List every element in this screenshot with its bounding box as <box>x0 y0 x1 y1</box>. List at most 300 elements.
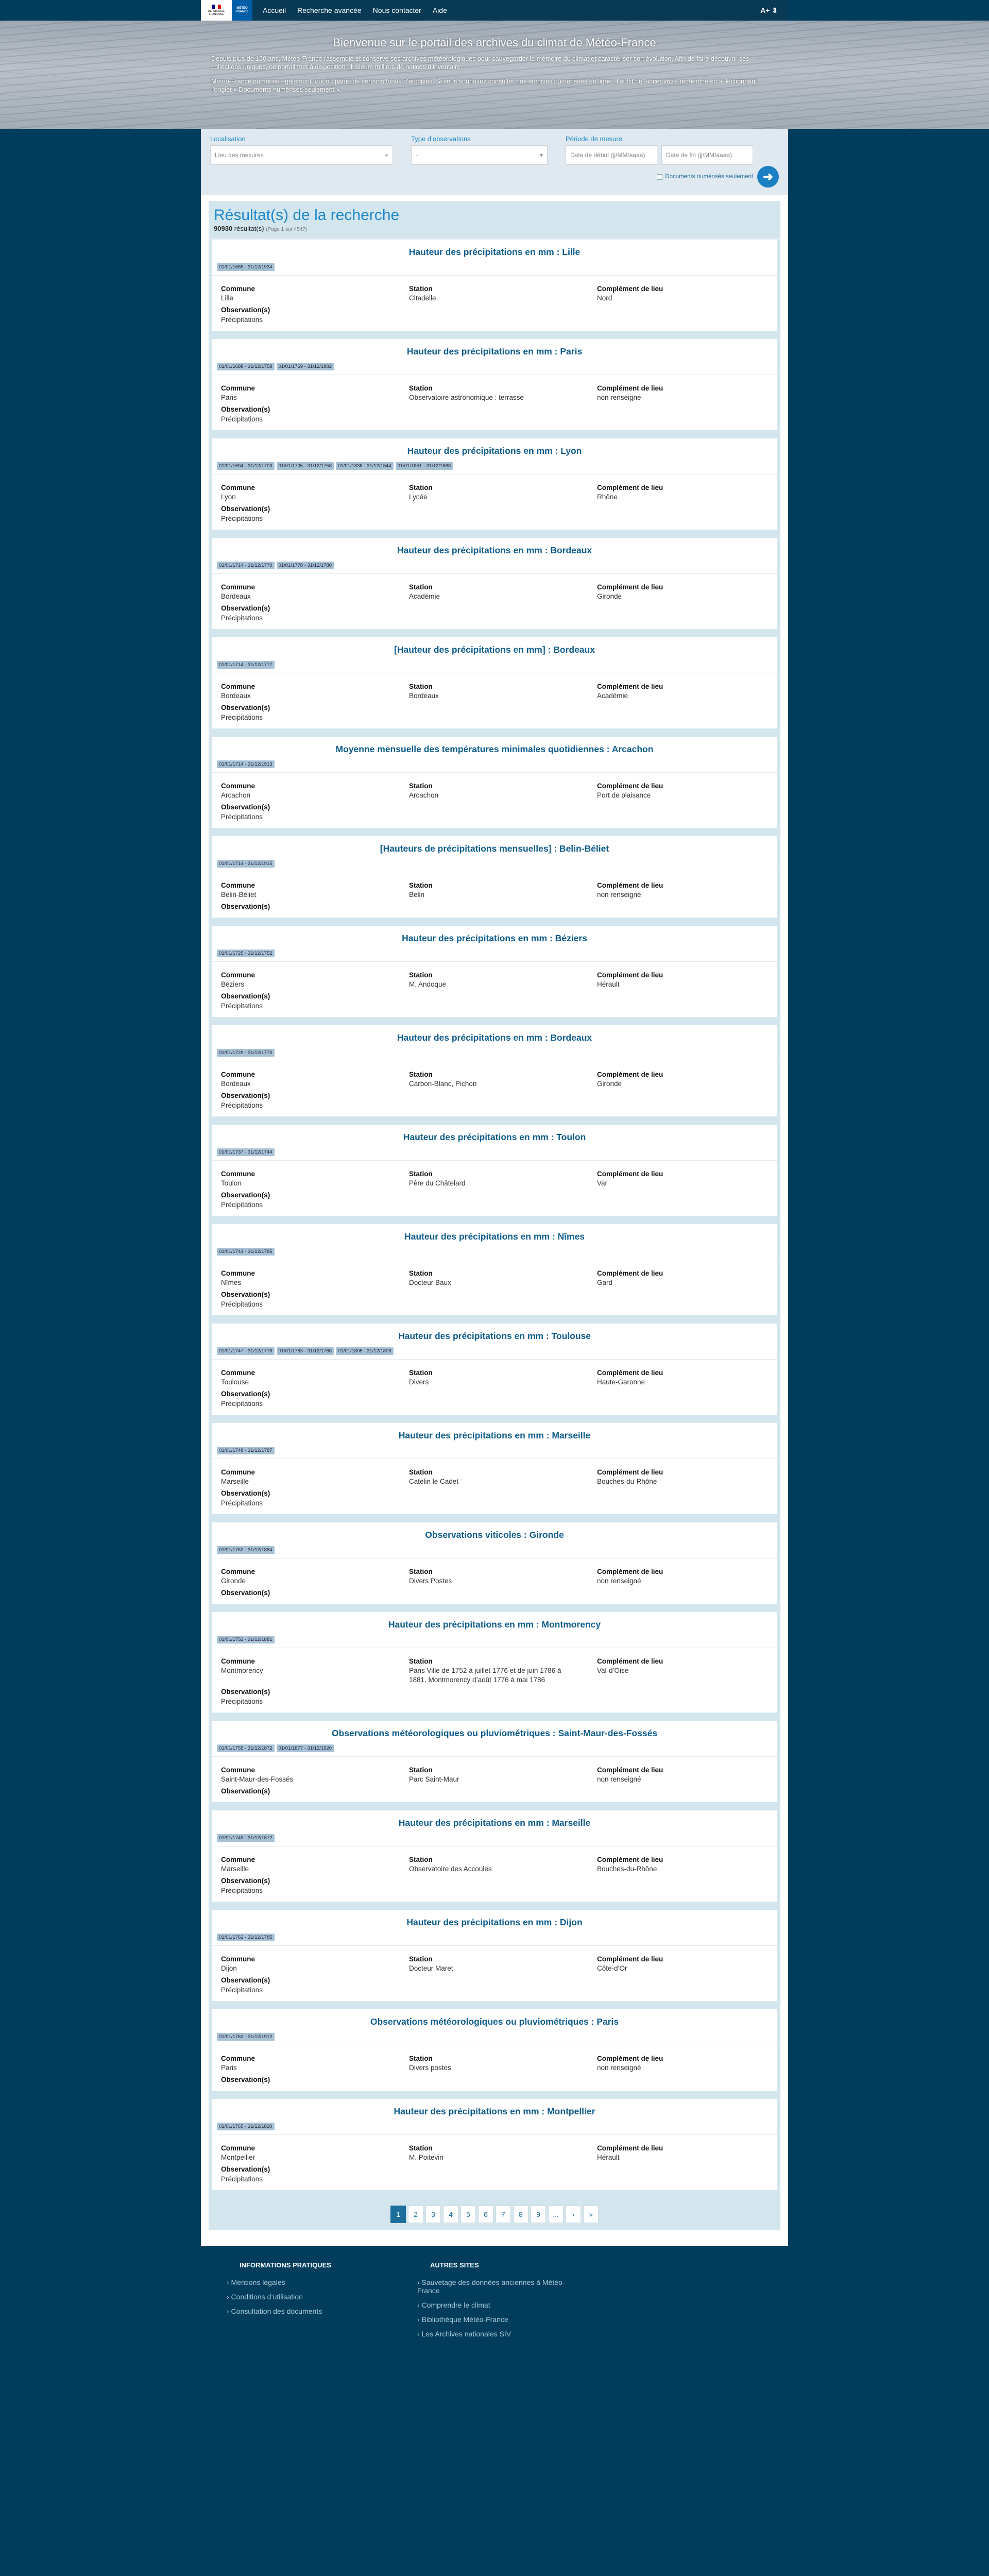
result-card <box>209 1324 780 1423</box>
complement-label: Complément de lieu <box>597 1856 663 1863</box>
footer-link-archives[interactable]: › Les Archives nationales SIV <box>417 2330 511 2338</box>
complement-label: Complément de lieu <box>597 2144 663 2152</box>
footer-link-mentions[interactable]: › Mentions légales <box>227 2278 285 2286</box>
period-badge: 01/01/1729 - 31/12/1770 <box>217 1049 275 1057</box>
observations-value: Précipitations <box>221 813 263 821</box>
commune-label: Commune <box>221 1468 255 1476</box>
period-badge: 01/01/1744 - 31/12/1785 <box>217 1248 275 1256</box>
footer-col-sites-title: AUTRES SITES <box>430 2261 479 2269</box>
result-title-link[interactable]: [Hauteur des précipitations en mm] : Bordeaux <box>394 645 595 655</box>
commune-value: Toulouse <box>221 1378 249 1386</box>
period-badge: 01/01/1805 - 31/12/1809 <box>336 1347 394 1355</box>
observations-label: Observation(s) <box>221 992 270 1000</box>
results-count-number: 90930 <box>214 225 233 232</box>
station-value: Paris Ville de 1752 à juillet 1776 et de juin 1786 à 1881, Montmorency d’août 1776 à mai 1786 <box>409 1667 561 1684</box>
period-list <box>212 1634 777 1648</box>
result-title-link[interactable]: Observations météorologiques ou pluviométriques : Saint-Maur-des-Fossés <box>331 1728 658 1738</box>
observation-type-field <box>411 135 548 165</box>
station-label: Station <box>409 882 433 889</box>
commune-value: Paris <box>221 2064 237 2072</box>
station-label: Station <box>409 285 433 293</box>
period-badge: 01/01/1665 - 31/12/1934 <box>217 263 275 271</box>
period-badge: 01/01/1762 - 31/12/1912 <box>217 2033 275 2041</box>
pagination-page-1[interactable]: 1 <box>390 2206 406 2223</box>
observations-label: Observation(s) <box>221 1291 270 1298</box>
footer-link-bibliotheque[interactable]: › Bibliothèque Météo-France <box>417 2315 508 2324</box>
period-badge: 01/01/1769 - 31/12/1882 <box>277 363 334 370</box>
chevron-down-icon: ▾ <box>539 151 543 159</box>
observations <box>212 306 777 324</box>
meteo-france-logo[interactable] <box>232 0 252 21</box>
result-title-link[interactable]: Hauteur des précipitations en mm : Dijon <box>406 1917 583 1927</box>
period-list <box>212 461 777 474</box>
observations <box>212 1191 777 1209</box>
location-field <box>210 135 393 165</box>
commune-label: Commune <box>221 2055 255 2062</box>
period-badge: 01/01/1714 - 31/12/1770 <box>217 562 275 569</box>
commune-label: Commune <box>221 1856 255 1863</box>
station-label: Station <box>409 1468 433 1476</box>
complement-value: Bouches-du-Rhône <box>597 1478 657 1485</box>
result-card <box>209 1025 780 1125</box>
station-value: Divers <box>409 1378 429 1386</box>
station-label: Station <box>409 1170 433 1178</box>
observations-label: Observation(s) <box>221 803 270 811</box>
observations-label: Observation(s) <box>221 2165 270 2173</box>
date-start-placeholder: Date de début (jj/MM/aaaa) <box>570 151 645 159</box>
result-details <box>212 474 777 502</box>
complement-label: Complément de lieu <box>597 384 663 392</box>
station-label: Station <box>409 583 433 591</box>
location-placeholder: Lieu des mesures <box>215 151 264 159</box>
station-label: Station <box>409 1568 433 1575</box>
station-value: M. Poitevin <box>409 2154 444 2161</box>
commune-label: Commune <box>221 971 255 979</box>
period-badge: 01/01/1714 - 31/12/1777 <box>217 661 275 669</box>
station-label: Station <box>409 2144 433 2152</box>
results-list <box>209 240 780 2198</box>
observations <box>212 2165 777 2183</box>
commune-label: Commune <box>221 1955 255 1963</box>
nav-nous-contacter[interactable]: Nous contacter <box>372 6 421 14</box>
complement-value: Port de plaisance <box>597 791 651 799</box>
period-badge: 01/01/1748 - 31/12/1787 <box>217 1447 275 1454</box>
period-list <box>212 948 777 962</box>
station-label: Station <box>409 1269 433 1277</box>
observations-value: Précipitations <box>221 1499 263 1507</box>
station-label: Station <box>409 1955 433 1963</box>
rf-logo-line-1: RÉPUBLIQUE <box>208 10 225 13</box>
result-details <box>212 1648 777 1685</box>
period-list <box>212 759 777 773</box>
result-details <box>212 1846 777 1874</box>
observations <box>212 405 777 423</box>
period-list <box>212 262 777 276</box>
period-badge: 01/01/1725 - 31/12/1752 <box>217 950 275 957</box>
period-field <box>566 135 757 165</box>
result-details <box>212 1946 777 1973</box>
result-details <box>212 2135 777 2162</box>
station-label: Station <box>409 971 433 979</box>
result-card <box>209 737 780 836</box>
observations-label: Observation(s) <box>221 1191 270 1199</box>
commune-value: Béziers <box>221 980 245 988</box>
complement-label: Complément de lieu <box>597 1657 663 1665</box>
observations <box>212 505 777 522</box>
period-badge: 01/01/1838 - 31/12/1844 <box>336 462 394 470</box>
observations-label: Observation(s) <box>221 505 270 513</box>
observations <box>212 2076 777 2083</box>
hero-banner <box>0 21 989 129</box>
period-badge: 01/01/1714 - 31/12/1913 <box>217 760 275 768</box>
result-title-link[interactable]: Hauteur des précipitations en mm : Marseille <box>398 1430 591 1440</box>
result-card <box>209 926 780 1025</box>
result-card <box>209 1522 780 1612</box>
complement-label: Complément de lieu <box>597 1071 663 1078</box>
result-details <box>212 1161 777 1188</box>
complement-value: non renseigné <box>597 2064 641 2072</box>
observations <box>212 1976 777 1994</box>
complement-value: Haute-Garonne <box>597 1378 645 1386</box>
result-card <box>209 1423 780 1522</box>
results-section <box>201 195 788 2198</box>
station-value: Bordeaux <box>409 692 439 700</box>
period-badge: 01/01/1752 - 31/12/1881 <box>217 1636 275 1643</box>
period-list <box>212 858 777 872</box>
commune-value: Arcachon <box>221 791 251 799</box>
station-value: Lycée <box>409 493 428 501</box>
observation-type-select[interactable] <box>411 145 548 165</box>
french-flag-icon <box>212 5 221 9</box>
result-card <box>209 1224 780 1324</box>
complement-value: Gard <box>597 1279 613 1286</box>
republique-francaise-logo[interactable] <box>201 0 232 21</box>
station-value: Belin <box>409 891 425 899</box>
commune-value: Bordeaux <box>221 592 251 600</box>
commune-label: Commune <box>221 1170 255 1178</box>
commune-label: Commune <box>221 1568 255 1575</box>
results-count-suffix: résultat(s) <box>234 225 264 232</box>
complement-label: Complément de lieu <box>597 1766 663 1774</box>
period-list <box>212 1932 777 1946</box>
observations-value: Précipitations <box>221 515 263 522</box>
commune-label: Commune <box>221 1766 255 1774</box>
commune-label: Commune <box>221 1269 255 1277</box>
observations-value: Précipitations <box>221 1101 263 1109</box>
observations-label: Observation(s) <box>221 1688 270 1696</box>
commune-value: Montmorency <box>221 1667 263 1674</box>
period-list <box>212 1047 777 1061</box>
observations-value: Précipitations <box>221 1698 263 1705</box>
complement-label: Complément de lieu <box>597 285 663 293</box>
result-details <box>212 574 777 601</box>
commune-label: Commune <box>221 2144 255 2152</box>
result-details <box>212 276 777 303</box>
observation-type-label: Type d’observations <box>411 135 471 143</box>
observations <box>212 1688 777 1705</box>
checkbox-box[interactable] <box>657 174 662 180</box>
station-label: Station <box>409 2055 433 2062</box>
complement-value: Gironde <box>597 592 622 600</box>
result-details <box>212 1558 777 1586</box>
result-title-link[interactable]: Hauteur des précipitations en mm : Béziers <box>402 933 587 943</box>
period-badge: 01/01/1877 - 31/12/1920 <box>277 1744 334 1752</box>
observations-value: Précipitations <box>221 1201 263 1209</box>
period-badge: 01/01/1737 - 31/12/1744 <box>217 1148 275 1156</box>
observations-value: Précipitations <box>221 1400 263 1408</box>
footer-link-consultation[interactable]: › Consultation des documents <box>227 2307 322 2315</box>
observations-value: Précipitations <box>221 714 263 721</box>
pagination-page-9[interactable]: 9 <box>531 2206 546 2223</box>
footer-link-climat[interactable]: › Comprendre le climat <box>417 2301 490 2309</box>
footer-link-conditions[interactable]: › Conditions d’utilisation <box>227 2293 303 2301</box>
commune-value: Toulon <box>221 1179 242 1187</box>
observations-value: Précipitations <box>221 1887 263 1894</box>
nav-recherche-avancee[interactable]: Recherche avancée <box>297 6 362 14</box>
observations <box>212 604 777 622</box>
complement-label: Complément de lieu <box>597 782 663 790</box>
station-value: Carbon-Blanc, Pichon <box>409 1080 477 1088</box>
commune-label: Commune <box>221 882 255 889</box>
complement-label: Complément de lieu <box>597 971 663 979</box>
period-badge: 01/01/1705 - 31/12/1758 <box>277 462 334 470</box>
complement-value: Rhône <box>597 493 618 501</box>
period-list <box>212 2121 777 2135</box>
commune-value: Bordeaux <box>221 692 251 700</box>
pagination-page-5[interactable]: 5 <box>461 2206 476 2223</box>
period-badge: 01/01/1749 - 31/12/1872 <box>217 1834 275 1842</box>
nav-aide[interactable]: Aide <box>432 6 447 14</box>
complement-value: Nord <box>597 294 612 302</box>
digitized-only-label: Documents numérisés seulement <box>665 174 753 180</box>
station-value: Observatoire des Accoules <box>409 1865 492 1873</box>
result-card <box>209 1810 780 1910</box>
commune-value: Nîmes <box>221 1279 242 1286</box>
period-badge: 01/01/1783 - 31/12/1786 <box>277 1347 334 1355</box>
results-header <box>209 201 780 240</box>
logos <box>201 0 252 21</box>
complement-label: Complément de lieu <box>597 583 663 591</box>
commune-label: Commune <box>221 484 255 492</box>
commune-label: Commune <box>221 782 255 790</box>
observations <box>212 1489 777 1507</box>
date-end-input[interactable] <box>661 145 753 165</box>
result-title-link[interactable]: Hauteur des précipitations en mm : Paris <box>406 346 583 357</box>
period-list <box>212 1147 777 1161</box>
footer-link-sauvetage[interactable]: › Sauvetage des données anciennes à Météo-France <box>417 2278 565 2295</box>
observations <box>212 1787 777 1795</box>
complement-label: Complément de lieu <box>597 683 663 690</box>
complement-label: Complément de lieu <box>597 882 663 889</box>
font-size-toggle[interactable]: A+ ⇕ <box>760 6 778 14</box>
observations-label: Observation(s) <box>221 1877 270 1885</box>
observations-value: Précipitations <box>221 614 263 622</box>
result-details <box>212 1260 777 1287</box>
observations-label: Observation(s) <box>221 704 270 711</box>
result-title-link[interactable]: Hauteur des précipitations en mm : Marseille <box>398 1818 591 1828</box>
footer-col-sites <box>417 2261 582 2344</box>
commune-label: Commune <box>221 1071 255 1078</box>
complement-value: Hérault <box>597 2154 620 2161</box>
footer <box>201 2246 788 2365</box>
pagination-page-7[interactable]: 7 <box>496 2206 511 2223</box>
observations-value: Précipitations <box>221 415 263 423</box>
result-card <box>209 1612 780 1721</box>
period-badge: 01/01/1714 - 31/12/1915 <box>217 860 275 868</box>
complement-label: Complément de lieu <box>597 1468 663 1476</box>
result-details <box>212 1061 777 1089</box>
observations-label: Observation(s) <box>221 903 270 910</box>
station-value: Divers Postes <box>409 1577 452 1585</box>
result-card <box>209 836 780 926</box>
complement-value: Gironde <box>597 1080 622 1088</box>
observations <box>212 992 777 1010</box>
observations-value: Précipitations <box>221 1002 263 1010</box>
observations-label: Observation(s) <box>221 2076 270 2083</box>
commune-label: Commune <box>221 285 255 293</box>
complement-value: Académie <box>597 692 628 700</box>
results-count <box>214 225 775 232</box>
digitized-only-checkbox[interactable] <box>657 174 753 180</box>
hero-title: Bienvenue sur le portail des archives du climat de Météo-France <box>333 36 656 49</box>
complement-label: Complément de lieu <box>597 1955 663 1963</box>
observations <box>212 1877 777 1894</box>
result-title-link[interactable]: Hauteur des précipitations en mm : Lyon <box>407 446 582 456</box>
result-title-link[interactable]: Hauteur des précipitations en mm : Montpellier <box>394 2106 595 2116</box>
nav-accueil[interactable]: Accueil <box>263 6 286 14</box>
commune-label: Commune <box>221 1369 255 1377</box>
hero-digitized-info: Météo-France numérise également tout ou partie de certains fonds d’archives. Si vous souhaitez consulter nos archives numérisées en ligne, il suffit de lancer votre recherche en sélectionnant l’onglet « Documents numérisés seulement ». <box>211 78 757 93</box>
pagination-page-10[interactable]: ... <box>548 2206 564 2223</box>
period-list <box>212 659 777 673</box>
observations-value: Précipitations <box>221 316 263 324</box>
result-card <box>209 2009 780 2099</box>
observations-label: Observation(s) <box>221 1976 270 1984</box>
period-badge: 01/01/1851 - 31/12/1868 <box>396 462 453 470</box>
pagination-page-8[interactable]: 8 <box>513 2206 528 2223</box>
commune-value: Saint-Maur-des-Fossés <box>221 1775 294 1783</box>
result-title-link[interactable]: Hauteur des précipitations en mm : Toulon <box>403 1132 586 1142</box>
period-badge: 01/01/1778 - 31/12/1780 <box>277 562 334 569</box>
mf-logo-line-2: FRANCE <box>235 10 249 13</box>
result-title-link[interactable]: Moyenne mensuelle des températures minimales quotidiennes : Arcachon <box>335 744 654 754</box>
complement-label: Complément de lieu <box>597 484 663 492</box>
search-submit-button[interactable] <box>757 166 779 188</box>
result-details <box>212 872 777 900</box>
station-value: Catelin le Cadet <box>409 1478 459 1485</box>
station-label: Station <box>409 683 433 690</box>
result-card <box>209 438 780 538</box>
pagination-page-11[interactable]: › <box>566 2206 581 2223</box>
result-title-link[interactable]: Observations viticoles : Gironde <box>425 1530 564 1540</box>
observations <box>212 1390 777 1408</box>
period-badge: 01/01/1747 - 31/12/1776 <box>217 1347 275 1355</box>
commune-value: Marseille <box>221 1478 249 1485</box>
station-value: Père du Châtelard <box>409 1179 466 1187</box>
pagination-page-2[interactable]: 2 <box>408 2206 423 2223</box>
complement-label: Complément de lieu <box>597 1269 663 1277</box>
station-label: Station <box>409 1071 433 1078</box>
period-list <box>212 2031 777 2045</box>
station-label: Station <box>409 1369 433 1377</box>
result-title-link[interactable]: Hauteur des précipitations en mm : Lille <box>408 247 581 257</box>
result-title-link[interactable]: Hauteur des précipitations en mm : Bordeaux <box>397 545 592 555</box>
observations-label: Observation(s) <box>221 306 270 314</box>
station-value: Divers postes <box>409 2064 451 2072</box>
result-details <box>212 673 777 701</box>
result-title-link[interactable]: Hauteur des précipitations en mm : Montmorency <box>388 1619 601 1630</box>
commune-value: Lille <box>221 294 234 302</box>
result-title-link[interactable]: Hauteur des précipitations en mm : Nîmes <box>404 1231 585 1242</box>
complement-value: non renseigné <box>597 1577 641 1585</box>
pagination-page-6[interactable]: 6 <box>478 2206 493 2223</box>
station-value: Docteur Baux <box>409 1279 451 1286</box>
observations-label: Observation(s) <box>221 1787 270 1795</box>
result-card <box>209 339 780 438</box>
station-value: Parc Saint-Maur <box>409 1775 459 1783</box>
observations-label: Observation(s) <box>221 1390 270 1398</box>
observations <box>212 903 777 910</box>
result-title-link[interactable]: Hauteur des précipitations en mm : Toulouse <box>398 1331 591 1341</box>
commune-value: Dijon <box>221 1964 237 1972</box>
result-card <box>209 538 780 637</box>
station-value: Académie <box>409 592 440 600</box>
pagination-page-4[interactable]: 4 <box>443 2206 458 2223</box>
period-list <box>212 361 777 375</box>
result-card <box>209 637 780 737</box>
location-label: Localisation <box>210 135 246 143</box>
period-list <box>212 1833 777 1846</box>
complement-value: Val-d’Oise <box>597 1667 629 1674</box>
complement-label: Complément de lieu <box>597 1170 663 1178</box>
commune-label: Commune <box>221 384 255 392</box>
pagination-page-12[interactable]: » <box>583 2206 599 2223</box>
result-title-link[interactable]: Hauteur des précipitations en mm : Bordeaux <box>397 1032 592 1043</box>
station-value: Arcachon <box>409 791 439 799</box>
observations-value: Précipitations <box>221 1300 263 1308</box>
observations <box>212 803 777 821</box>
location-pin-icon: ⌖ <box>385 151 388 159</box>
result-details <box>212 2045 777 2073</box>
location-input[interactable] <box>210 145 393 165</box>
period-list <box>212 1545 777 1558</box>
station-label: Station <box>409 782 433 790</box>
main-nav <box>263 6 458 14</box>
date-end-placeholder: Date de fin (jj/MM/aaaa) <box>666 151 732 159</box>
results-title: Résultat(s) de la recherche <box>214 207 400 224</box>
station-value: Docteur Maret <box>409 1964 453 1972</box>
pagination-page-3[interactable]: 3 <box>425 2206 441 2223</box>
period-badge: 01/01/1752 - 31/12/1864 <box>217 1546 275 1554</box>
arrow-right-icon: ➜ <box>762 170 774 184</box>
period-list <box>212 1743 777 1757</box>
observations <box>212 1092 777 1109</box>
result-details <box>212 375 777 402</box>
result-card <box>209 1910 780 2009</box>
observations-value: Précipitations <box>221 1986 263 1994</box>
mf-logo-line-1: MÉTÉO <box>236 7 248 10</box>
result-details <box>212 1360 777 1387</box>
period-list <box>212 1445 777 1459</box>
observations-label: Observation(s) <box>221 604 270 612</box>
footer-col-info <box>227 2261 391 2344</box>
result-title-link[interactable]: [Hauteurs de précipitations mensuelles] : Belin-Béliet <box>380 843 609 854</box>
date-start-input[interactable] <box>566 145 657 165</box>
observations-label: Observation(s) <box>221 405 270 413</box>
result-title-link[interactable]: Observations météorologiques ou pluviométriques : Paris <box>370 2016 619 2027</box>
complement-label: Complément de lieu <box>597 2055 663 2062</box>
result-card <box>209 2099 780 2198</box>
